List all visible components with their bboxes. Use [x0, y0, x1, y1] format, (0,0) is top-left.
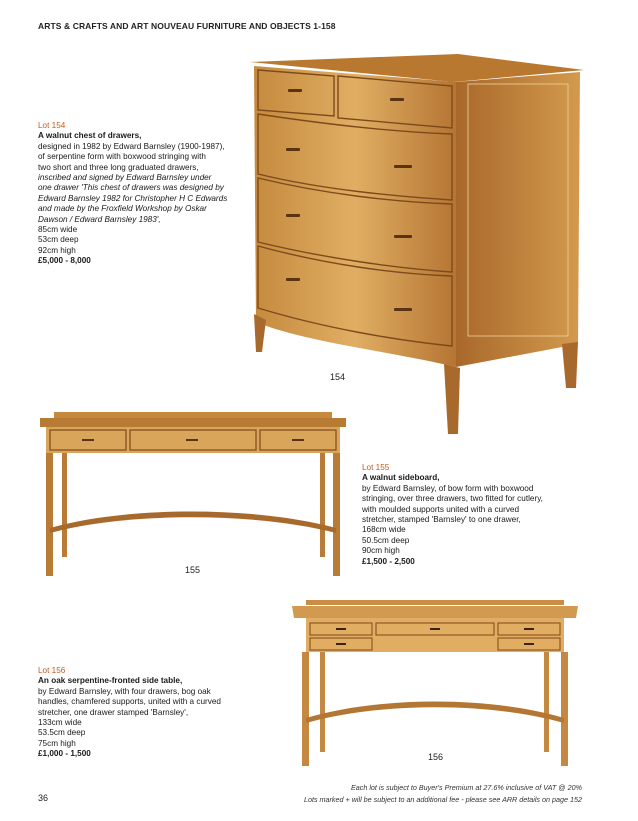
page-header: ARTS & CRAFTS AND ART NOUVEAU FURNITURE AND OBJECTS 1-158 — [38, 21, 336, 31]
chest-leg — [254, 314, 266, 352]
table-stretcher — [306, 702, 564, 724]
lot-text-line: Edward Barnsley 1982 for Christopher H C Edwards — [38, 193, 228, 203]
handle — [336, 628, 346, 630]
lot-text-line: and made by the Froxfield Workshop by Oskar — [38, 204, 207, 214]
handle — [286, 148, 300, 151]
handle — [524, 643, 534, 645]
image-label: 154 — [330, 372, 346, 382]
image-label: 155 — [185, 565, 201, 575]
table-gallery — [306, 600, 564, 605]
lot-text-line: designed in 1982 by Edward Barnsley (1900-1987), — [38, 141, 225, 151]
lot-text-line: handles, chamfered supports, united with a curved — [38, 697, 221, 707]
sideboard-leg — [62, 453, 67, 557]
chest-leg — [444, 364, 460, 434]
lot-154-image — [244, 52, 589, 440]
sideboard-gallery — [54, 412, 332, 418]
table-leg — [302, 652, 309, 766]
lot-text-line: Dawson / Edward Barnsley 1983', — [38, 214, 161, 224]
lot-dimension: 85cm wide — [38, 225, 78, 235]
table-leg — [320, 652, 325, 752]
lot-estimate: £5,000 - 8,000 — [38, 256, 91, 266]
arr-note: Lots marked + will be subject to an additional fee - please see ARR details on page 152 — [303, 795, 582, 804]
buyers-premium-note: Each lot is subject to Buyer's Premium at 27.6% inclusive of VAT @ 20% — [350, 783, 582, 792]
lot-text-line: by Edward Barnsley, of bow form with boxwood — [362, 483, 534, 493]
sideboard-leg — [46, 453, 53, 576]
lot-text-line: stretcher, stamped 'Barnsley' to one drawer, — [362, 515, 521, 525]
lot-text-line: stringing, over three drawers, two fitted for cutlery, — [362, 494, 543, 504]
lot-dimension: 53.5cm deep — [38, 728, 86, 738]
lot-text-line: inscribed and signed by Edward Barnsley under — [38, 173, 212, 183]
lot-text-line: by Edward Barnsley, with four drawers, bog oak — [38, 686, 211, 696]
sideboard-leg — [320, 453, 325, 557]
lot-number: Lot 156 — [38, 666, 66, 675]
lot-text-line: with moulded supports united with a curved — [362, 504, 520, 514]
lot-dimension: 53cm deep — [38, 235, 79, 245]
lot-text-line: of serpentine form with boxwood stringing with — [38, 152, 206, 162]
lot-estimate: £1,500 - 2,500 — [362, 556, 415, 566]
handle — [524, 628, 534, 630]
handle — [286, 214, 300, 217]
handle — [288, 89, 302, 92]
chest-leg — [562, 342, 578, 388]
chest-front — [254, 66, 456, 367]
handle — [286, 278, 300, 281]
lot-155-image — [36, 410, 348, 580]
lot-154-description — [38, 121, 227, 267]
lot-text-line: one drawer 'This chest of drawers was designed by — [38, 183, 224, 193]
table-leg — [544, 652, 549, 752]
lot-dimension: 92cm high — [38, 245, 76, 255]
lot-number: Lot 155 — [362, 463, 390, 472]
lot-text-line: two short and three long graduated drawers, — [38, 162, 199, 172]
table-leg — [561, 652, 568, 766]
handle — [186, 439, 198, 441]
handle — [394, 235, 412, 238]
lot-title: A walnut chest of drawers, — [38, 131, 142, 141]
image-label: 156 — [428, 752, 444, 762]
lot-dimension: 168cm wide — [362, 525, 406, 535]
lot-dimension: 90cm high — [362, 546, 400, 556]
handle — [82, 439, 94, 441]
chest-side — [456, 72, 580, 367]
handle — [292, 439, 304, 441]
sideboard-stretcher — [50, 512, 336, 534]
lot-dimension: 133cm wide — [38, 718, 82, 728]
handle — [336, 643, 346, 645]
lot-text-line: stretcher, one drawer stamped 'Barnsley', — [38, 707, 189, 717]
page-number: 36 — [38, 793, 49, 803]
lot-estimate: £1,000 - 1,500 — [38, 749, 91, 759]
lot-155-description — [362, 463, 543, 567]
handle — [394, 308, 412, 311]
lot-title: An oak serpentine-fronted side table, — [38, 676, 183, 686]
handle — [430, 628, 440, 630]
sideboard-top — [40, 418, 346, 427]
sideboard-leg — [333, 453, 340, 576]
lot-dimension: 75cm high — [38, 738, 76, 748]
lot-156-description — [38, 666, 221, 760]
handle — [394, 165, 412, 168]
handle — [390, 98, 404, 101]
lot-title: A walnut sideboard, — [362, 473, 440, 483]
lot-number: Lot 154 — [38, 121, 66, 130]
lot-156-image — [290, 598, 580, 768]
table-top — [292, 606, 578, 618]
lot-dimension: 50.5cm deep — [362, 535, 410, 545]
